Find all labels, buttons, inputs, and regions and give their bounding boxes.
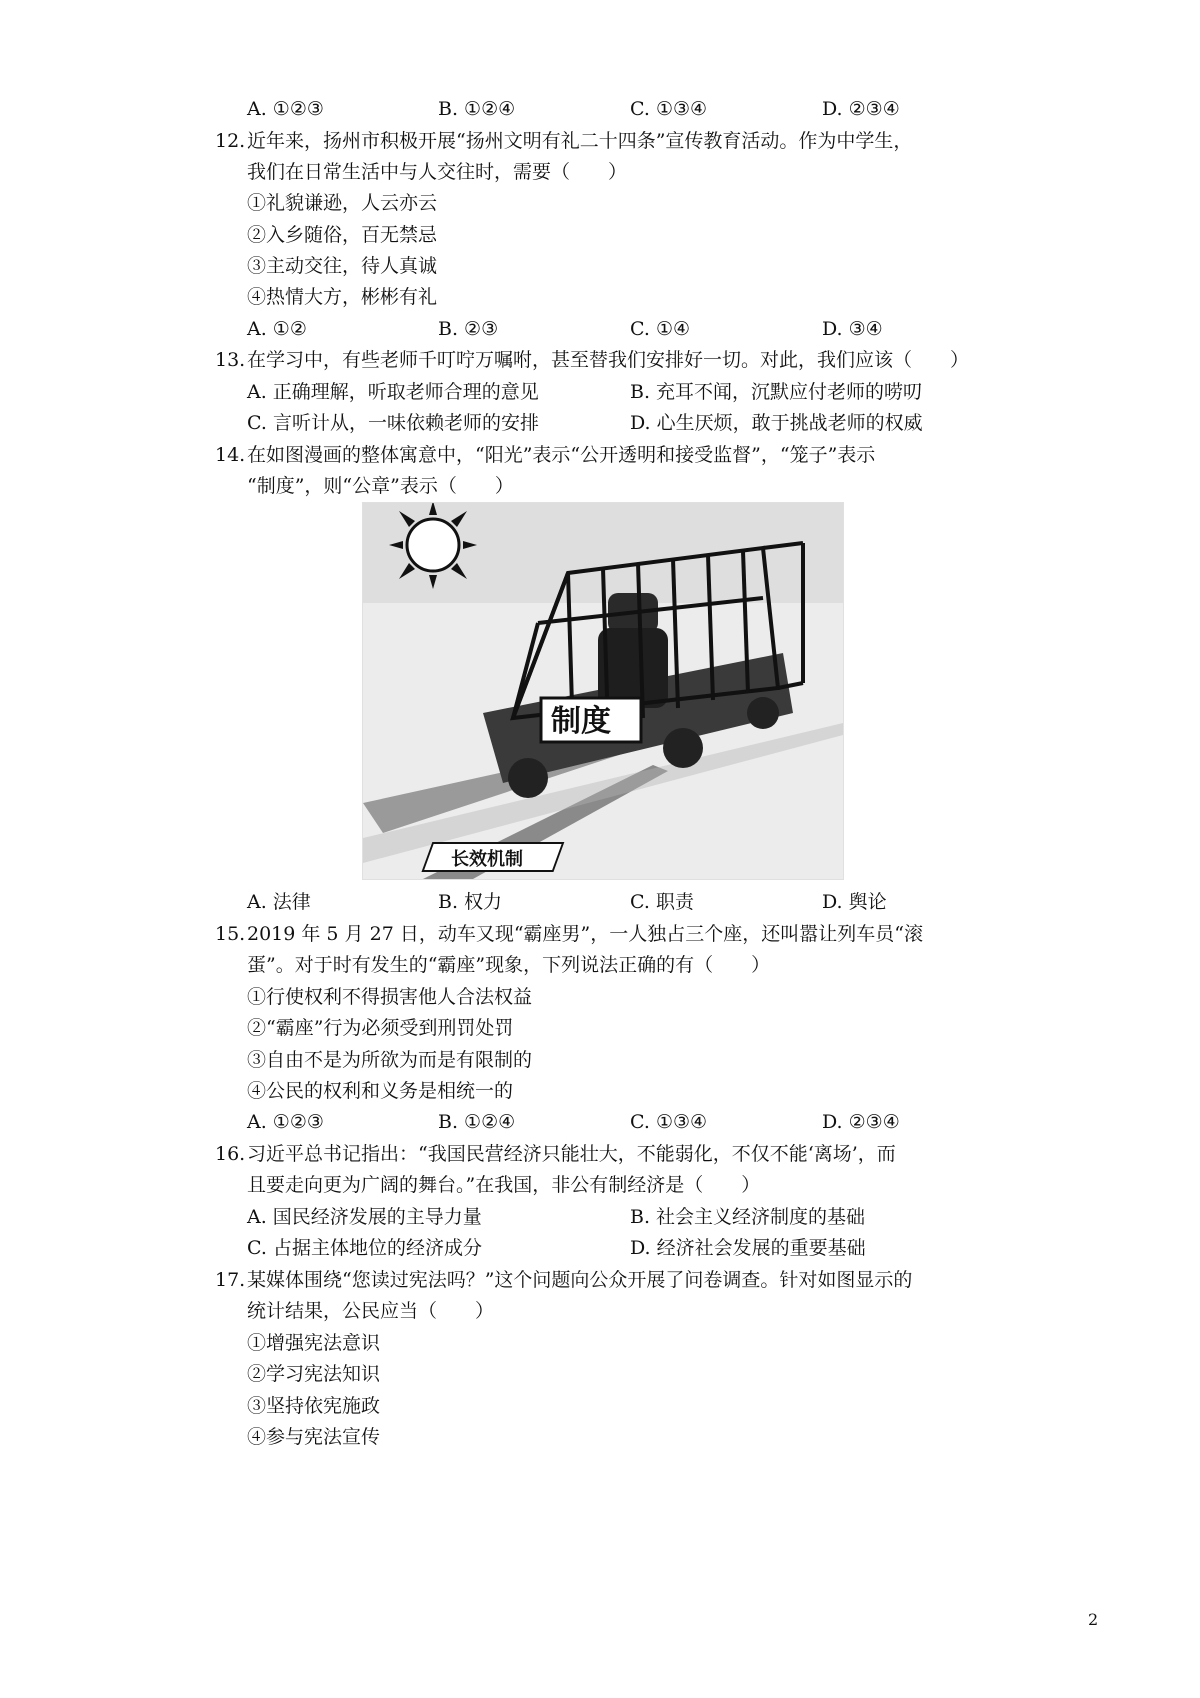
q15-option-c: C. ①③④ — [630, 1111, 708, 1133]
q17-item-3: ③坚持依宪施政 — [247, 1395, 381, 1417]
q14-option-c: C. 职责 — [630, 891, 694, 913]
q12-item-4: ④热情大方，彬彬有礼 — [247, 286, 438, 308]
q15-item-2: ②“霸座”行为必须受到刑罚处罚 — [247, 1017, 514, 1039]
q13-option-c: C. 言听计从，一味依赖老师的安排 — [247, 412, 539, 434]
cartoon-figure — [362, 502, 844, 880]
q13-option-a: A. 正确理解，听取老师合理的意见 — [247, 381, 539, 403]
q16-stem-line1: 习近平总书记指出：“我国民营经济只能壮大，不能弱化，不仅不能‘离场’，而 — [247, 1143, 896, 1165]
q13-number: 13. — [215, 349, 246, 371]
q12-item-3: ③主动交往，待人真诚 — [247, 255, 438, 277]
q13-option-d: D. 心生厌烦，敢于挑战老师的权威 — [630, 412, 923, 434]
track-sign-label: 长效机制 — [451, 849, 523, 870]
q17-item-4: ④参与宪法宣传 — [247, 1426, 381, 1448]
zhidu-sign-label: 制度 — [551, 704, 611, 739]
q15-item-1: ①行使权利不得损害他人合法权益 — [247, 986, 533, 1008]
q17-item-1: ①增强宪法意识 — [247, 1332, 381, 1354]
q15-item-4: ④公民的权利和义务是相统一的 — [247, 1080, 514, 1102]
q16-stem-line2: 且要走向更为广阔的舞台。”在我国，非公有制经济是（ ） — [247, 1174, 761, 1196]
q15-stem-line1: 2019 年 5 月 27 日，动车又现“霸座男”，一人独占三个座，还叫嚣让列车员“滚 — [247, 923, 923, 945]
q16-number: 16. — [215, 1143, 246, 1165]
q12-stem-line2: 我们在日常生活中与人交往时，需要（ ） — [247, 161, 628, 183]
q16-option-d: D. 经济社会发展的重要基础 — [630, 1237, 866, 1259]
cartoon-drawing — [363, 503, 843, 879]
q15-number: 15. — [215, 923, 246, 945]
q14-option-a: A. 法律 — [247, 891, 311, 913]
wheel — [508, 758, 548, 798]
q14-option-d: D. 舆论 — [822, 891, 887, 913]
q12-stem-line1: 近年来，扬州市积极开展“扬州文明有礼二十四条”宣传教育活动。作为中学生， — [247, 130, 913, 152]
q11-option-c: C. ①③④ — [630, 98, 708, 120]
q14-option-b: B. 权力 — [438, 891, 503, 913]
q12-option-c: C. ①④ — [630, 318, 691, 340]
q12-option-d: D. ③④ — [822, 318, 883, 340]
q11-option-b: B. ①②④ — [438, 98, 516, 120]
q11-option-d: D. ②③④ — [822, 98, 900, 120]
q12-option-b: B. ②③ — [438, 318, 499, 340]
wheel — [663, 728, 703, 768]
q11-option-a: A. ①②③ — [247, 98, 324, 120]
q14-stem-line1: 在如图漫画的整体寓意中，“阳光”表示“公开透明和接受监督”，“笼子”表示 — [247, 444, 876, 466]
q12-item-2: ②入乡随俗，百无禁忌 — [247, 224, 438, 246]
q17-stem-line1: 某媒体围绕“您读过宪法吗？”这个问题向公众开展了问卷调查。针对如图显示的 — [247, 1269, 913, 1291]
q17-item-2: ②学习宪法知识 — [247, 1363, 381, 1385]
q15-option-b: B. ①②④ — [438, 1111, 516, 1133]
q16-option-c: C. 占据主体地位的经济成分 — [247, 1237, 482, 1259]
q17-number: 17. — [215, 1269, 246, 1291]
q16-option-b: B. 社会主义经济制度的基础 — [630, 1206, 866, 1228]
wheel — [747, 697, 779, 729]
q12-number: 12. — [215, 130, 246, 152]
q13-option-b: B. 充耳不闻，沉默应付老师的唠叨 — [630, 381, 923, 403]
page-number: 2 — [1088, 1610, 1099, 1629]
q16-option-a: A. 国民经济发展的主导力量 — [247, 1206, 482, 1228]
q14-stem-line2: “制度”，则“公章”表示（ ） — [247, 475, 514, 497]
q12-option-a: A. ①② — [247, 318, 307, 340]
q17-stem-line2: 统计结果，公民应当（ ） — [247, 1300, 495, 1322]
q12-item-1: ①礼貌谦逊，人云亦云 — [247, 192, 438, 214]
q13-stem-line1: 在学习中，有些老师千叮咛万嘱咐，甚至替我们安排好一切。对此，我们应该（ ） — [247, 349, 970, 371]
q15-option-a: A. ①②③ — [247, 1111, 324, 1133]
q15-stem-line2: 蛋”。对于时有发生的“霸座”现象，下列说法正确的有（ ） — [247, 954, 771, 976]
q15-option-d: D. ②③④ — [822, 1111, 900, 1133]
q14-number: 14. — [215, 444, 246, 466]
q15-item-3: ③自由不是为所欲为而是有限制的 — [247, 1049, 533, 1071]
